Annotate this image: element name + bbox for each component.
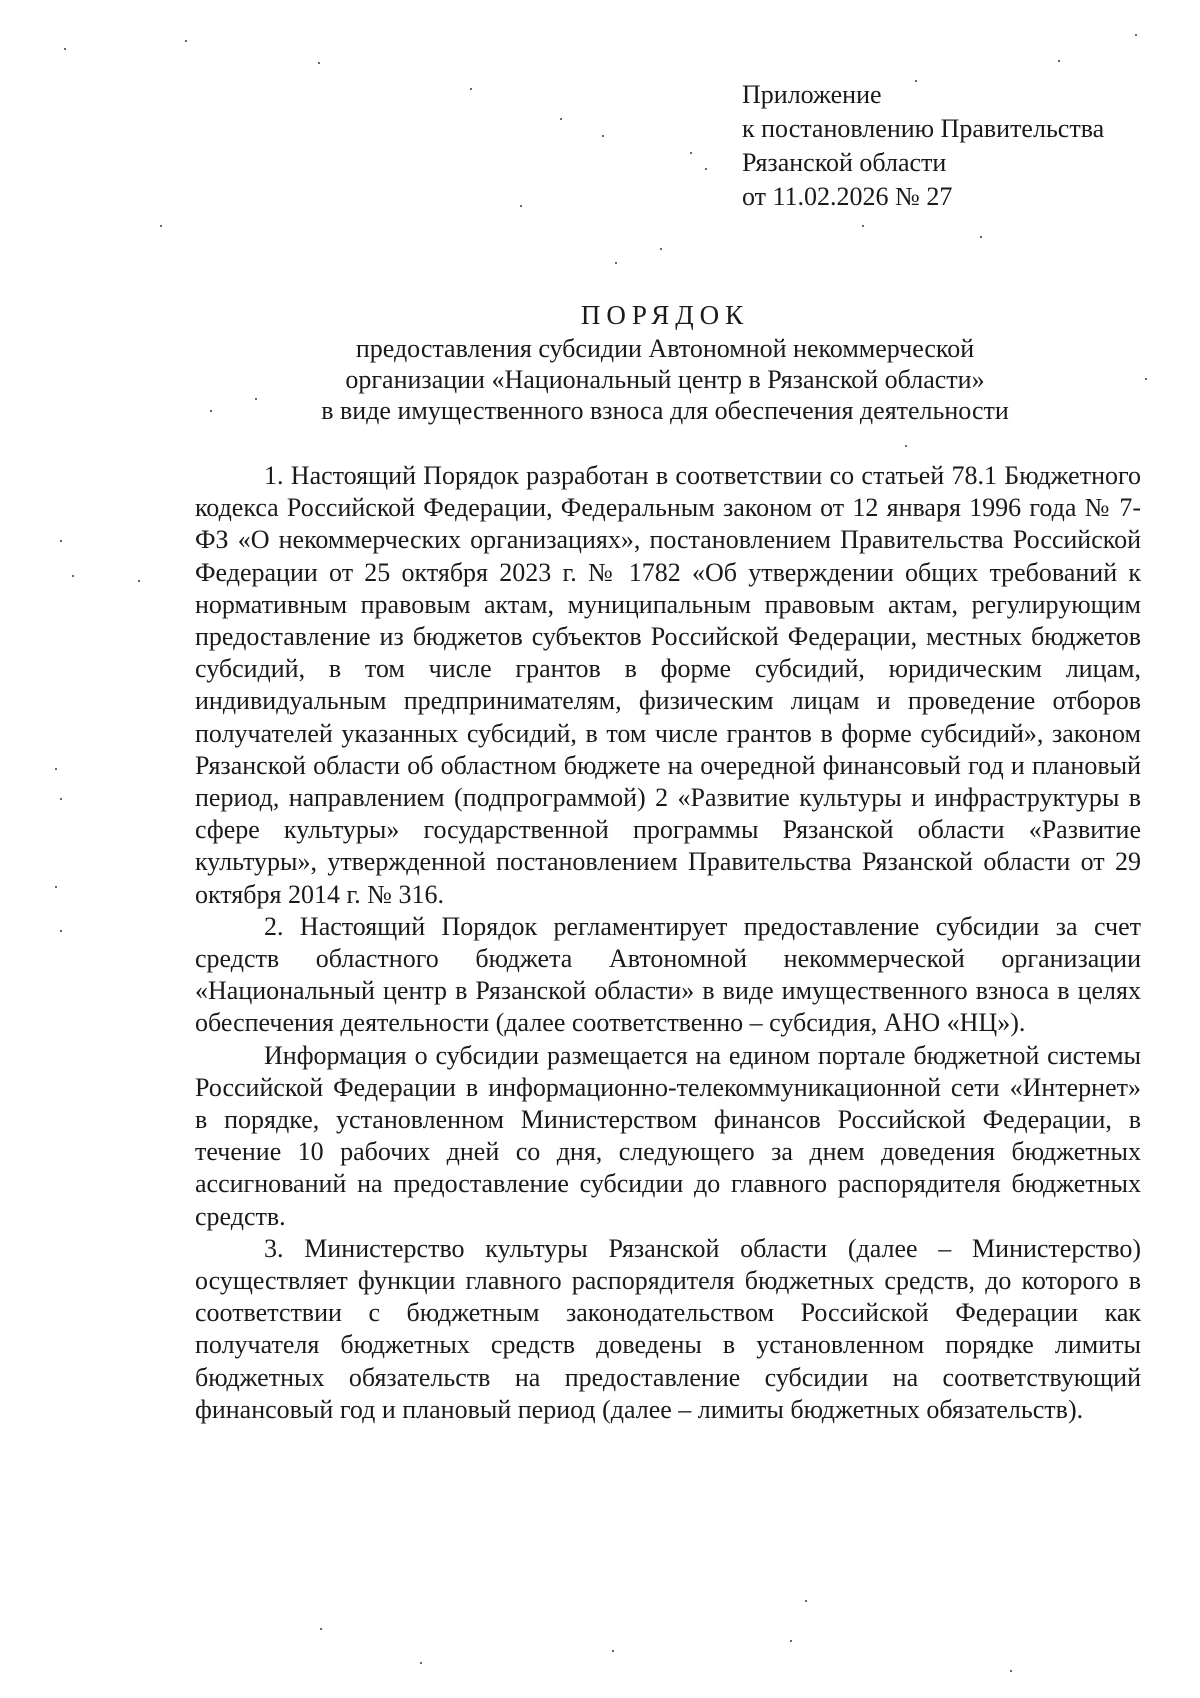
document-title: ПОРЯДОК <box>580 300 750 330</box>
scan-speck <box>615 262 617 264</box>
scan-speck <box>520 205 522 207</box>
appendix-reference: к постановлению Правительства <box>742 114 1105 143</box>
scan-speck <box>60 798 62 800</box>
scan-speck <box>210 410 212 412</box>
scan-speck <box>320 1628 322 1630</box>
scan-speck <box>185 40 187 42</box>
scan-speck <box>55 768 57 770</box>
paragraph-4: 3. Министерство культуры Рязанской области (далее – Министерство) осуществляет функции главного распорядителя бюджетных средств, до которого в соответствии с бюджетным законодательством Российской Федерации как получателя бюджетных средств доведены в установленном порядке лимиты бюджетных обязательств на предоставление субсидии на соответствующий финансовый год и плановый период (далее – лимиты бюджетных обязательств). <box>195 1233 1141 1424</box>
scan-speck <box>60 540 62 542</box>
scan-speck <box>60 930 62 932</box>
scan-speck <box>318 62 320 64</box>
scan-speck <box>470 88 472 90</box>
scan-speck <box>138 580 140 582</box>
scan-speck <box>862 225 864 227</box>
scan-speck <box>1010 1670 1012 1672</box>
scan-speck <box>420 1662 422 1664</box>
paragraph-2: 2. Настоящий Порядок регламентирует предоставление субсидии за счет средств областного бюджета Автономной некоммерческой организации «Национальный центр в Рязанской области» в виде имущественного взноса в целях обеспечения деятельности (далее соответственно – субсидия, АНО «НЦ»). <box>195 911 1141 1038</box>
scan-speck <box>560 118 562 120</box>
scan-speck <box>690 152 692 154</box>
scan-speck <box>64 48 66 50</box>
appendix-block <box>742 78 1104 214</box>
document-body <box>195 460 1141 1426</box>
scan-speck <box>980 236 982 238</box>
scan-speck <box>160 225 162 227</box>
appendix-label: Приложение <box>742 80 882 109</box>
scan-speck <box>660 248 662 250</box>
scan-speck <box>612 1650 614 1652</box>
document-heading <box>150 300 1180 426</box>
scan-speck <box>255 398 257 400</box>
scan-speck <box>790 1640 792 1642</box>
scan-speck <box>1058 60 1060 62</box>
scan-speck <box>1145 378 1147 380</box>
scan-speck <box>915 80 917 82</box>
scan-speck <box>602 135 604 137</box>
scan-speck <box>55 886 57 888</box>
scan-speck <box>705 168 707 170</box>
paragraph-3: Информация о субсидии размещается на едином портале бюджетной системы Российской Федерации в информационно-телекоммуникационной сети «Интернет» в порядке, установленном Министерством финансов Российской Федерации, в течение 10 рабочих дней со дня, следующего за днем доведения бюджетных ассигнований на предоставление субсидии до главного распорядителя бюджетных средств. <box>195 1040 1141 1231</box>
scan-speck <box>805 1600 807 1602</box>
document-subtitle-line-1: предоставления субсидии Автономной некоммерческой <box>355 334 975 363</box>
document-subtitle-line-3: в виде имущественного взноса для обеспечения деятельности <box>321 396 1009 425</box>
scan-speck <box>1135 34 1137 36</box>
document-subtitle-line-2: организации «Национальный центр в Рязанской области» <box>345 365 985 394</box>
paragraph-1: 1. Настоящий Порядок разработан в соответствии со статьей 78.1 Бюджетного кодекса Российской Федерации, Федеральным законом от 12 января 1996 года № 7-ФЗ «О некоммерческих организациях», постановлением Правительства Российской Федерации от 25 октября 2023 г. № 1782 «Об утверждении общих требований к нормативным правовым актам, муниципальным правовым актам, регулирующим предоставление из бюджетов субъектов Российской Федерации, местных бюджетов субсидий, в том числе грантов в форме субсидий, юридическим лицам, индивидуальным предпринимателям, физическим лицам и проведение отборов получателей указанных субсидий, в том числе грантов в форме субсидий», законом Рязанской области об областном бюджете на очередной финансовый год и плановый период, направлением (подпрограммой) 2 «Развитие культуры и инфраструктуры в сфере культуры» государственной программы Рязанской области «Развитие культуры», утвержденной постановлением Правительства Рязанской области от 29 октября 2014 г. № 316. <box>195 461 1141 909</box>
appendix-date-number: от 11.02.2026 № 27 <box>742 182 953 211</box>
scan-speck <box>72 575 74 577</box>
scan-speck <box>905 445 907 447</box>
appendix-region: Рязанской области <box>742 148 947 177</box>
